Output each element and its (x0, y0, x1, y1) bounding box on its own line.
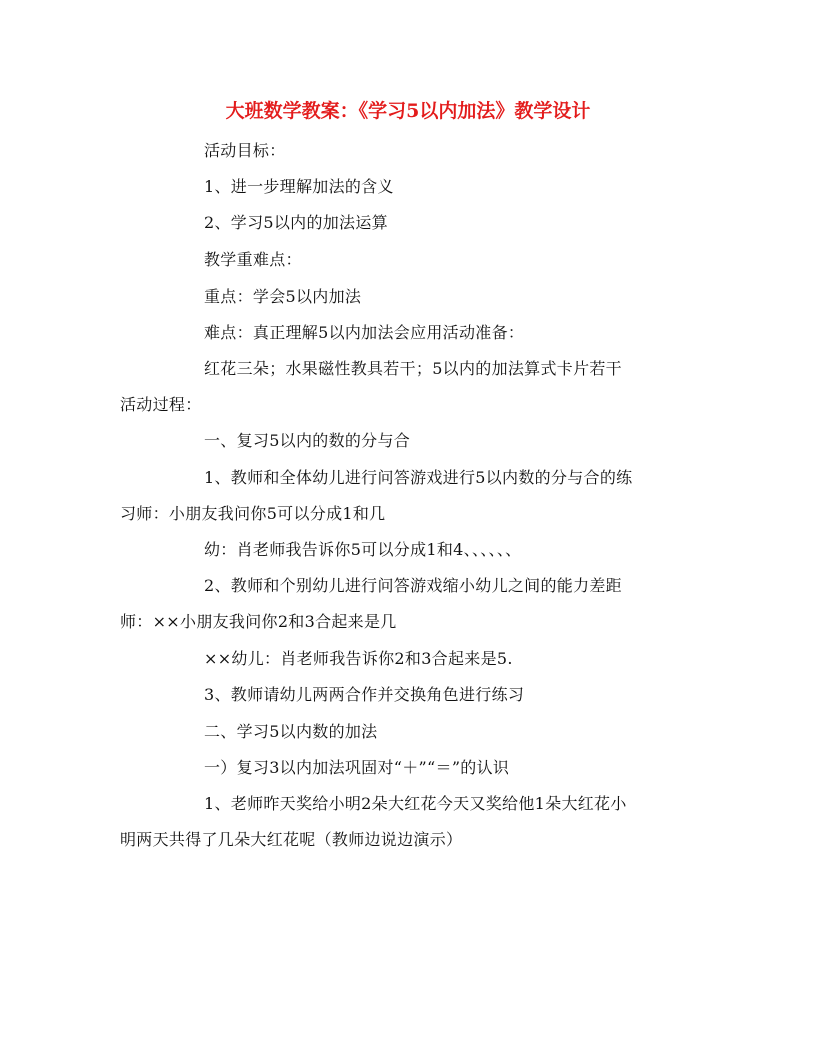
paragraph-line: 幼：肖老师我告诉你5可以分成1和4、、、、、、 (204, 540, 522, 559)
paragraph-line: 2、学习5以内的加法运算 (204, 213, 388, 232)
paragraph-line: ××幼儿：肖老师我告诉你2和3合起来是5. (204, 649, 513, 668)
paragraph-line: 二、学习5以内数的加法 (204, 722, 378, 741)
paragraph-line: 活动过程： (120, 395, 202, 414)
paragraph-line: 一）复习3以内加法巩固对“＋”“＝”的认识 (204, 758, 510, 777)
paragraph-line: 教学重难点： (204, 250, 302, 269)
paragraph-line: 红花三朵；水果磁性教具若干；5以内的加法算式卡片若干 (204, 359, 622, 378)
paragraph-line: 难点：真正理解5以内加法会应用活动准备： (204, 323, 525, 342)
paragraph-line: 1、教师和全体幼儿进行问答游戏进行5以内数的分与合的练 (204, 468, 633, 487)
paragraph-line: 活动目标： (204, 141, 286, 160)
paragraph-line: 一、复习5以内的数的分与合 (204, 431, 411, 450)
paragraph-line: 师：××小朋友我问你2和3合起来是几 (120, 612, 397, 631)
paragraph-line: 明两天共得了几朵大红花呢（教师边说边演示） (120, 830, 463, 849)
document-title: 大班数学教案：《学习5以内加法》教学设计 (225, 100, 591, 122)
paragraph-line: 3、教师请幼儿两两合作并交换角色进行练习 (204, 685, 525, 704)
paragraph-line: 重点：学会5以内加法 (204, 287, 362, 306)
paragraph-line: 习师：小朋友我问你5可以分成1和几 (120, 504, 386, 523)
paragraph-line: 2、教师和个别幼儿进行问答游戏缩小幼儿之间的能力差距 (204, 576, 622, 595)
paragraph-line: 1、老师昨天奖给小明2朵大红花今天又奖给他1朵大红花小 (204, 794, 627, 813)
paragraph-line: 1、进一步理解加法的含义 (204, 177, 394, 196)
